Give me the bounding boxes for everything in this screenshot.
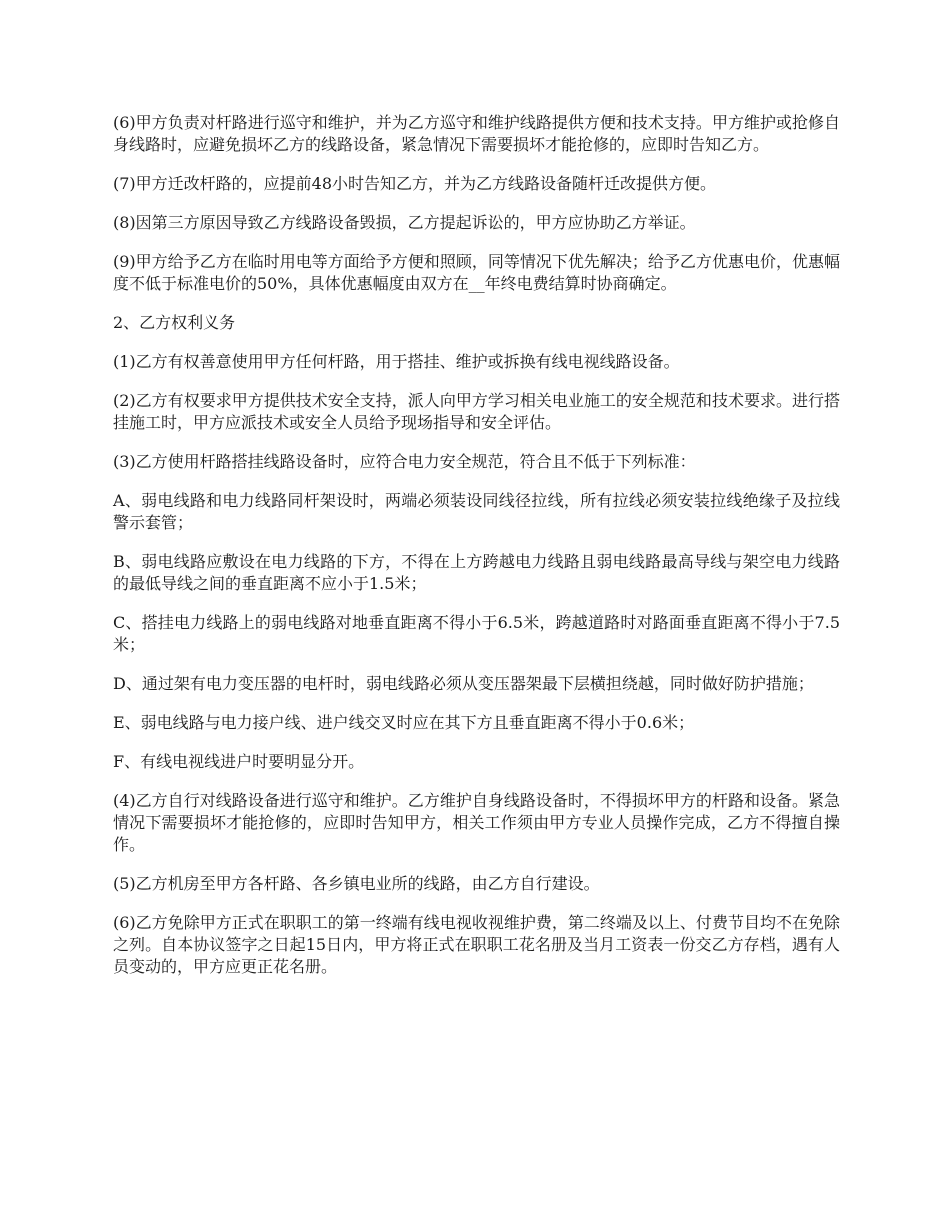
paragraph-party-a-7: (7)甲方迁改杆路的，应提前48小时告知乙方，并为乙方线路设备随杆迁改提供方便。 [113,174,717,193]
standard-item-b: B、弱电线路应敷设在电力线路的下方，不得在上方跨越电力线路且弱电线路最高导线与架空电力线路的最低导线之间的垂直距离不应小于1.5米； [113,552,840,593]
paragraph-party-a-6: (6)甲方负责对杆路进行巡守和维护，并为乙方巡守和维护线路提供方便和技术支持。甲方维护或抢修自身线路时，应避免损坏乙方的线路设备，紧急情况下需要损坏才能抢修的，应即时告知乙方。 [113,113,840,154]
paragraph-party-b-1: (1)乙方有权善意使用甲方任何杆路，用于搭挂、维护或拆换有线电视线路设备。 [113,352,680,371]
standard-item-c: C、搭挂电力线路上的弱电线路对地垂直距离不得小于6.5米，跨越道路时对路面垂直距离不得小于7.5米； [113,613,840,654]
paragraph-party-b-5: (5)乙方机房至甲方各杆路、各乡镇电业所的线路，由乙方自行建设。 [113,874,600,893]
paragraph-party-b-3: (3)乙方使用杆路搭挂线路设备时，应符合电力安全规范，符合且不低于下列标准： [113,452,696,471]
standard-item-f: F、有线电视线进户时要明显分开。 [113,752,365,771]
paragraph-party-b-4: (4)乙方自行对线路设备进行巡守和维护。乙方维护自身线路设备时，不得损坏甲方的杆路和设备。紧急情况下需要损坏才能抢修的，应即时告知甲方，相关工作须由甲方专业人员操作完成，乙方不得擅自操作。 [113,791,840,854]
section-heading-party-b: 2、乙方权利义务 [113,313,236,332]
standard-item-e: E、弱电线路与电力接户线、进户线交叉时应在其下方且垂直距离不得小于0.6米； [113,713,695,732]
paragraph-party-a-9: (9)甲方给予乙方在临时用电等方面给予方便和照顾，同等情况下优先解决；给予乙方优惠电价，优惠幅度不低于标准电价的50%，具体优惠幅度由双方在__年终电费结算时协商确定。 [113,252,840,293]
paragraph-party-b-6: (6)乙方免除甲方正式在职职工的第一终端有线电视收视维护费，第二终端及以上、付费节目均不在免除之列。自本协议签字之日起15日内，甲方将正式在职职工花名册及当月工资表一份交乙方存档，遇有人员变动的，甲方应更正花名册。 [113,913,840,976]
standard-item-a: A、弱电线路和电力线路同杆架设时，两端必须装设同线径拉线，所有拉线必须安装拉线绝缘子及拉线警示套管； [113,491,840,532]
paragraph-party-b-2: (2)乙方有权要求甲方提供技术安全支持，派人向甲方学习相关电业施工的安全规范和技术要求。进行搭挂施工时，甲方应派技术或安全人员给予现场指导和安全评估。 [113,391,840,432]
standard-item-d: D、通过架有电力变压器的电杆时，弱电线路必须从变压器架最下层横担绕越，同时做好防护措施； [113,674,814,693]
paragraph-party-a-8: (8)因第三方原因导致乙方线路设备毁损，乙方提起诉讼的，甲方应协助乙方举证。 [113,213,696,232]
